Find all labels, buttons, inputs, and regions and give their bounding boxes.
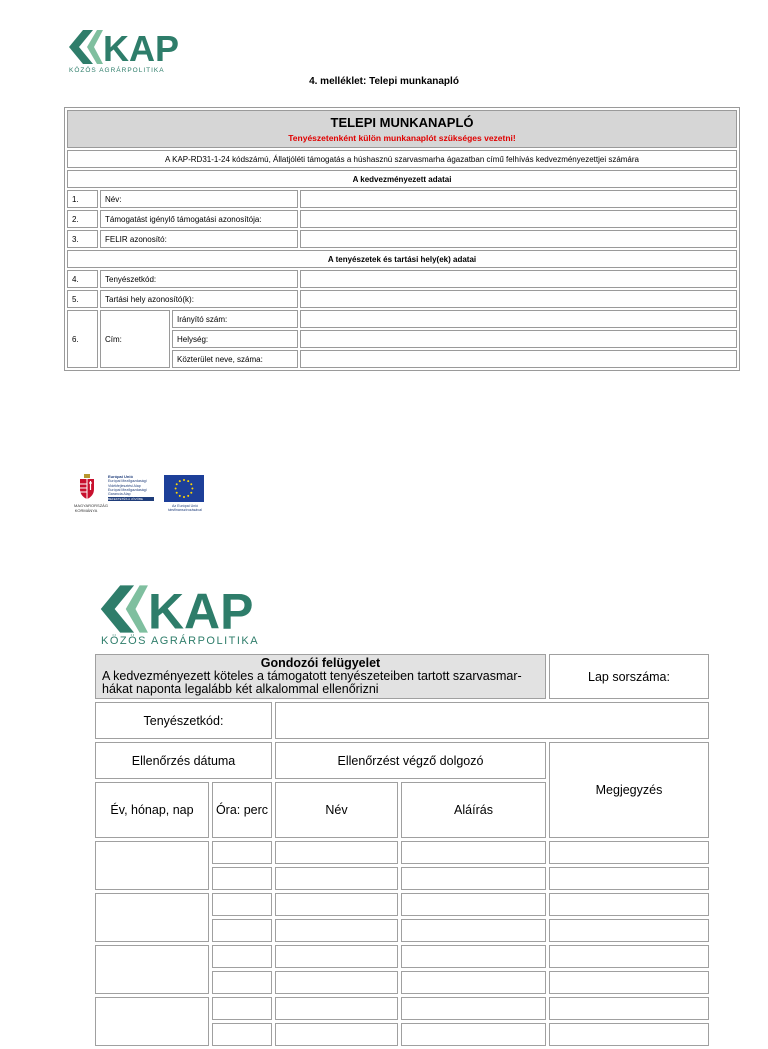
notes-cell[interactable] [549,919,709,942]
row-label-name: Név: [100,190,298,208]
eu-title: Európai Unió [108,474,133,479]
notes-cell[interactable] [549,841,709,864]
row-label-support-id: Támogatást igénylő támogatási azonosítója: [100,210,298,228]
row-label-felir: FELIR azonosító: [100,230,298,248]
sub-label-postcode: Irányító szám: [172,310,298,328]
time-cell[interactable] [212,893,272,916]
date-cell[interactable] [95,945,209,994]
notes-cell[interactable] [549,1023,709,1046]
time-cell[interactable] [212,1023,272,1046]
kap-logo-icon [98,583,254,640]
signature-cell[interactable] [401,945,546,968]
signature-cell[interactable] [401,971,546,994]
section-herd: A tenyészetek és tartási hely(ek) adatai [67,250,737,268]
gov-caption: MAGYARORSZÁG KORMÁNYA [74,503,108,513]
date-cell[interactable] [95,893,209,942]
kap-logo-icon [67,28,180,69]
eu-flag [164,475,204,502]
signature-column-header: Aláírás [401,782,546,838]
check-date-header: Ellenőrzés dátuma [95,742,272,779]
signature-cell[interactable] [401,841,546,864]
signature-cell[interactable] [401,893,546,916]
date-cell[interactable] [95,841,209,890]
time-cell[interactable] [212,867,272,890]
kap-logo [67,28,180,74]
name-cell[interactable] [275,971,398,994]
annex-title: 4. melléklet: Telepi munkanapló [309,76,459,87]
row-label-address: Cím: [100,310,170,368]
name-field[interactable] [300,190,737,208]
eu-line: Garancia Alap [108,492,131,497]
name-cell[interactable] [275,841,398,864]
hungary-coat-of-arms [76,474,98,505]
herd-code-field[interactable] [300,270,737,288]
notes-cell[interactable] [549,945,709,968]
eu-stars-icon [164,475,204,502]
name-cell[interactable] [275,893,398,916]
notes-cell[interactable] [549,893,709,916]
eu-funds-text [108,475,154,501]
notes-cell[interactable] [549,867,709,890]
signature-cell[interactable] [401,919,546,942]
holding-id-field[interactable] [300,290,737,308]
time-cell[interactable] [212,997,272,1020]
notes-cell[interactable] [549,971,709,994]
section-beneficiary: A kedvezményezett adatai [67,170,737,188]
herd-code-field[interactable] [275,702,709,739]
name-column-header: Név [275,782,398,838]
row-number: 1. [67,190,98,208]
city-field[interactable] [300,330,737,348]
row-label-holding-id: Tartási hely azonosító(k): [100,290,298,308]
sub-label-city: Helység: [172,330,298,348]
signature-cell[interactable] [401,997,546,1020]
row-label-herd-code: Tenyészetkód: [100,270,298,288]
name-cell[interactable] [275,997,398,1020]
form-title: TELEPI MUNKANAPLÓ [330,115,474,130]
time-column-header: Óra: perc [212,782,272,838]
sheet-number-label: Lap sorszáma: [549,654,709,699]
date-column-header: Év, hónap, nap [95,782,209,838]
form-description: A KAP-RD31-1-24 kódszámú, Állatjóléti támogatás a húshasznú szarvasmarha ágazatban című felhívás kedvezményezettjei számára [67,150,737,168]
notes-cell[interactable] [549,997,709,1020]
support-id-field[interactable] [300,210,737,228]
time-cell[interactable] [212,971,272,994]
kap-logo-text: KAP [147,583,254,640]
postcode-field[interactable] [300,310,737,328]
signature-cell[interactable] [401,1023,546,1046]
kap-logo-subtitle: KÖZÖS AGRÁRPOLITIKA [101,635,260,647]
worker-header: Ellenőrzést végző dolgozó [275,742,546,779]
row-number: 2. [67,210,98,228]
name-cell[interactable] [275,1023,398,1046]
time-cell[interactable] [212,841,272,864]
work-log-form [64,107,740,371]
eu-flag-caption: Az Európai Unió társfinanszírozásával [168,504,202,513]
eu-line: Európai Mezőgazdasági [108,479,147,484]
kap-logo-subtitle: KÖZÖS AGRÁRPOLITIKA [69,67,165,74]
time-cell[interactable] [212,919,272,942]
eu-line: Vidékfejlesztési Alap [108,483,141,488]
supervision-log-table [92,651,712,1049]
date-cell[interactable] [95,997,209,1046]
name-cell[interactable] [275,919,398,942]
street-field[interactable] [300,350,737,368]
coat-of-arms-icon [76,474,98,500]
row-number: 3. [67,230,98,248]
row-number: 4. [67,270,98,288]
notes-header: Megjegyzés [549,742,709,838]
form-header [67,110,737,148]
sub-label-street: Közterület neve, száma: [172,350,298,368]
herd-code-label: Tenyészetkód: [95,702,272,739]
row-number: 5. [67,290,98,308]
kap-logo-large [98,584,259,647]
funding-logos [76,474,216,514]
name-cell[interactable] [275,945,398,968]
time-cell[interactable] [212,945,272,968]
supervision-title: Gondozói felügyelet [260,656,381,670]
kap-logo-text: KAP [103,28,180,69]
form-warning: Tenyészetenként külön munkanaplót szükséges vezetni! [288,133,516,143]
signature-cell[interactable] [401,867,546,890]
name-cell[interactable] [275,867,398,890]
eu-bar: BEFEKTETÉS A JÖVŐBE [108,497,154,501]
supervision-header [95,654,546,699]
eu-line: Európai Mezőgazdasági [108,487,147,492]
felir-field[interactable] [300,230,737,248]
row-number: 6. [67,310,98,368]
supervision-text: A kedvezményezett köteles a támogatott tenyészeteiben tartott szarvasmar-hákat naponta legalább két alkalommal ellenőrizni [102,669,522,696]
